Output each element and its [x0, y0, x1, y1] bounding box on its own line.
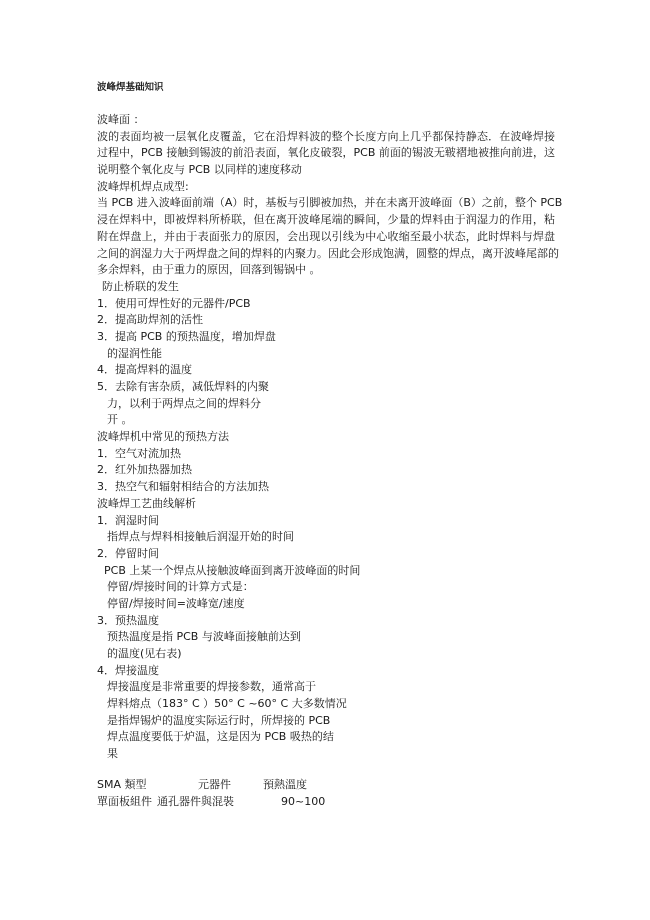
table-cell: 單面板組件: [97, 794, 152, 808]
table-header-row: [97, 777, 555, 794]
list-item: 1．润湿时间: [97, 513, 159, 527]
list-item: 3．提高 PCB 的预热温度，增加焊盘: [97, 329, 276, 343]
list-item-continuation: 开 。: [107, 413, 133, 427]
paragraph-line: 浸在焊料中，即被焊料所桥联，但在离开波峰尾端的瞬间，少量的焊料由于润湿力的作用，粘: [97, 213, 555, 227]
list-item: 5．去除有害杂质，减低焊料的内聚: [97, 380, 269, 393]
table-row: [97, 794, 555, 811]
table-cell: 通孔器件與混裝: [157, 794, 234, 808]
list-item: 3．热空气和辐射相结合的方法加热: [97, 480, 269, 494]
paragraph-line: 过程中，PCB 接触到锡波的前沿表面，氧化皮破裂，PCB 前面的锡波无皲褶地被推向前进，这: [97, 146, 555, 160]
section-heading-preheat-methods: 波峰焊机中常见的预热方法: [97, 430, 229, 444]
paragraph-line: 波的表面均被一层氧化皮覆盖，它在沿焊料波的整个长度方向上几乎都保持静态．在波峰焊接: [97, 129, 555, 143]
section-heading-bridging: 防止桥联的发生: [102, 279, 179, 293]
list-item-continuation: 焊接温度是非常重要的焊接参数，通常高于: [107, 680, 316, 694]
paragraph-line: 附在焊盘上，并由于表面张力的原因，会出现以引线为中心收缩至最小状态，此时焊料与焊盘: [97, 229, 555, 243]
list-item: 2．停留时间: [97, 546, 159, 560]
list-item: 2．红外加热器加热: [97, 463, 192, 477]
document-body: [97, 112, 563, 811]
list-item-continuation: 停留/焊接时间=波峰宽/速度: [107, 596, 245, 610]
list-item-continuation: 焊料熔点（183° C ）50° C ~60° C 大多数情况: [107, 697, 347, 711]
table-header-cell: 元器件: [198, 777, 231, 791]
paragraph-line: 之间的润湿力大于两焊盘之间的焊料的内聚力。因此会形成饱满，圆整的焊点，离开波峰尾部的: [97, 246, 559, 260]
list-item-continuation: 指焊点与焊料相接触后润湿开始的时间: [107, 530, 294, 544]
section-heading-wave-surface: 波峰面 ：: [97, 113, 145, 126]
paragraph-line: 说明整个氧化皮与 PCB 以同样的速度移动: [97, 163, 302, 177]
table-cell: 90~100: [281, 794, 326, 808]
list-item: 2．提高助焊剂的活性: [97, 313, 203, 327]
list-item-continuation: PCB 上某一个焊点从接触波峰面到离开波峰面的时间: [104, 563, 361, 577]
list-item-continuation: 焊点温度要低于炉温，这是因为 PCB 吸热的结: [107, 730, 334, 744]
document-title: 波峰焊基础知识: [97, 82, 164, 93]
list-item-continuation: 停留/焊接时间的计算方式是：: [107, 580, 254, 594]
list-item-continuation: 的温度(见右表): [107, 647, 182, 660]
list-item-continuation: 力，以利于两焊点之间的焊料分: [107, 396, 261, 410]
paragraph-line: 当 PCB 进入波峰面前端（A）时，基板与引脚被加热，并在未离开波峰面（B）之前，整个 PCB: [97, 196, 563, 210]
list-item-continuation: 是指焊锡炉的温度实际运行时，所焊接的 PCB: [107, 713, 331, 727]
section-heading-joint-formation: 波峰焊机焊点成型:: [97, 179, 189, 193]
table-header-cell: 預熱溫度: [263, 777, 307, 791]
list-item: 1．使用可焊性好的元器件/PCB: [97, 296, 251, 310]
list-item: 3．预热温度: [97, 613, 159, 627]
list-item: 4．提高焊料的温度: [97, 363, 192, 377]
list-item-continuation: 预热温度是指 PCB 与波峰面接触前达到: [107, 630, 301, 644]
list-item: 4．焊接温度: [97, 663, 159, 677]
list-item-continuation: 果: [107, 747, 118, 761]
paragraph-line: 多余焊料，由于重力的原因，回落到锡锅中 。: [97, 263, 321, 277]
list-item-continuation: 的湿润性能: [107, 346, 162, 360]
table-header-cell: SMA 類型: [97, 777, 147, 791]
list-item: 1．空气对流加热: [97, 446, 181, 460]
section-heading-process-curve: 波峰焊工艺曲线解析: [97, 496, 196, 510]
